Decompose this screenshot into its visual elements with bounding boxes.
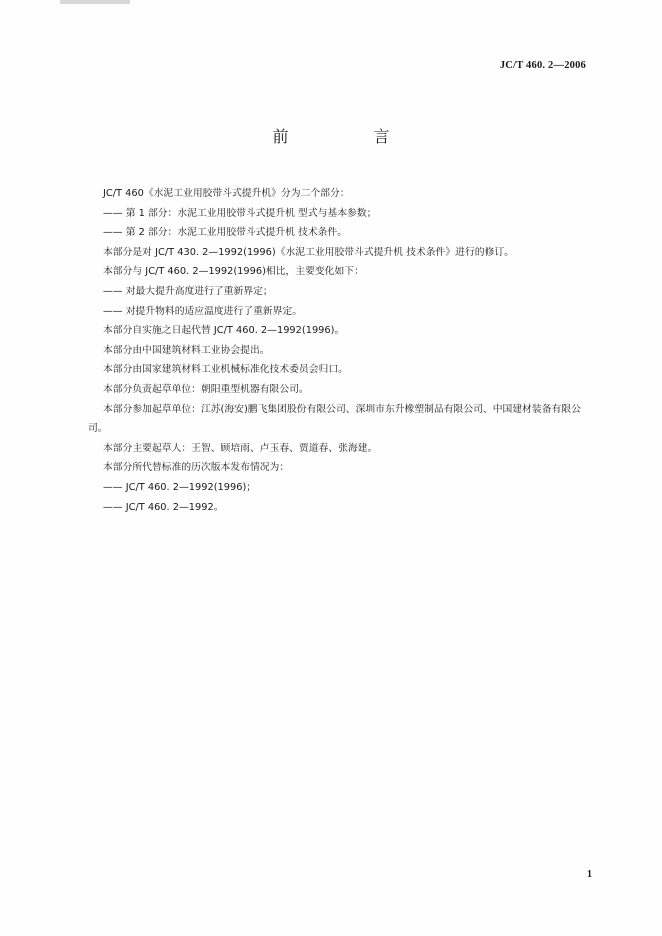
paragraph: 本部分主要起草人：王智、顾培雨、卢玉春、贾道春、张海建。 bbox=[103, 442, 378, 454]
paragraph: 本部分负责起草单位：朝阳重型机器有限公司。 bbox=[103, 383, 309, 395]
paragraph: 本部分与 JC/T 460. 2—1992(1996)相比，主要变化如下： bbox=[103, 266, 364, 278]
list-item: —— 对提升物料的适应温度进行了重新界定。 bbox=[103, 305, 303, 317]
paragraph: 本部分由国家建筑材料工业机械标准化技术委员会归口。 bbox=[103, 364, 348, 376]
scan-corner-mark bbox=[60, 0, 130, 4]
paragraph: 本部分自实施之日起代替 JC/T 460. 2—1992(1996)。 bbox=[103, 325, 345, 337]
paragraph: 本部分所代替标准的历次版本发布情况为： bbox=[103, 462, 290, 474]
page-title: 前 言 bbox=[272, 127, 430, 146]
paragraph: 本部分参加起草单位：江苏(海安)鹏飞集团股份有限公司、深圳市东升橡塑制品有限公司、中国建材装备有限公司。 bbox=[88, 403, 581, 435]
foreword-body bbox=[88, 184, 594, 517]
standard-code: JC/T 460. 2—2006 bbox=[499, 60, 586, 71]
list-item: —— JC/T 460. 2—1992(1996)； bbox=[103, 481, 257, 493]
list-item: —— 对最大提升高度进行了重新界定； bbox=[103, 285, 273, 297]
paragraph: 本部分由中国建筑材料工业协会提出。 bbox=[103, 344, 270, 356]
list-item: —— 第 2 部分：水泥工业用胶带斗式提升机 技术条件。 bbox=[103, 227, 348, 239]
page-number: 1 bbox=[587, 869, 592, 880]
paragraph: JC/T 460《水泥工业用胶带斗式提升机》分为二个部分： bbox=[103, 188, 350, 199]
list-item: —— 第 1 部分：水泥工业用胶带斗式提升机 型式与基本参数； bbox=[103, 207, 377, 219]
list-item: —— JC/T 460. 2—1992。 bbox=[103, 501, 224, 513]
paragraph: 本部分是对 JC/T 430. 2—1992(1996)《水泥工业用胶带斗式提升机 技术条件》进行的修订。 bbox=[103, 246, 514, 258]
